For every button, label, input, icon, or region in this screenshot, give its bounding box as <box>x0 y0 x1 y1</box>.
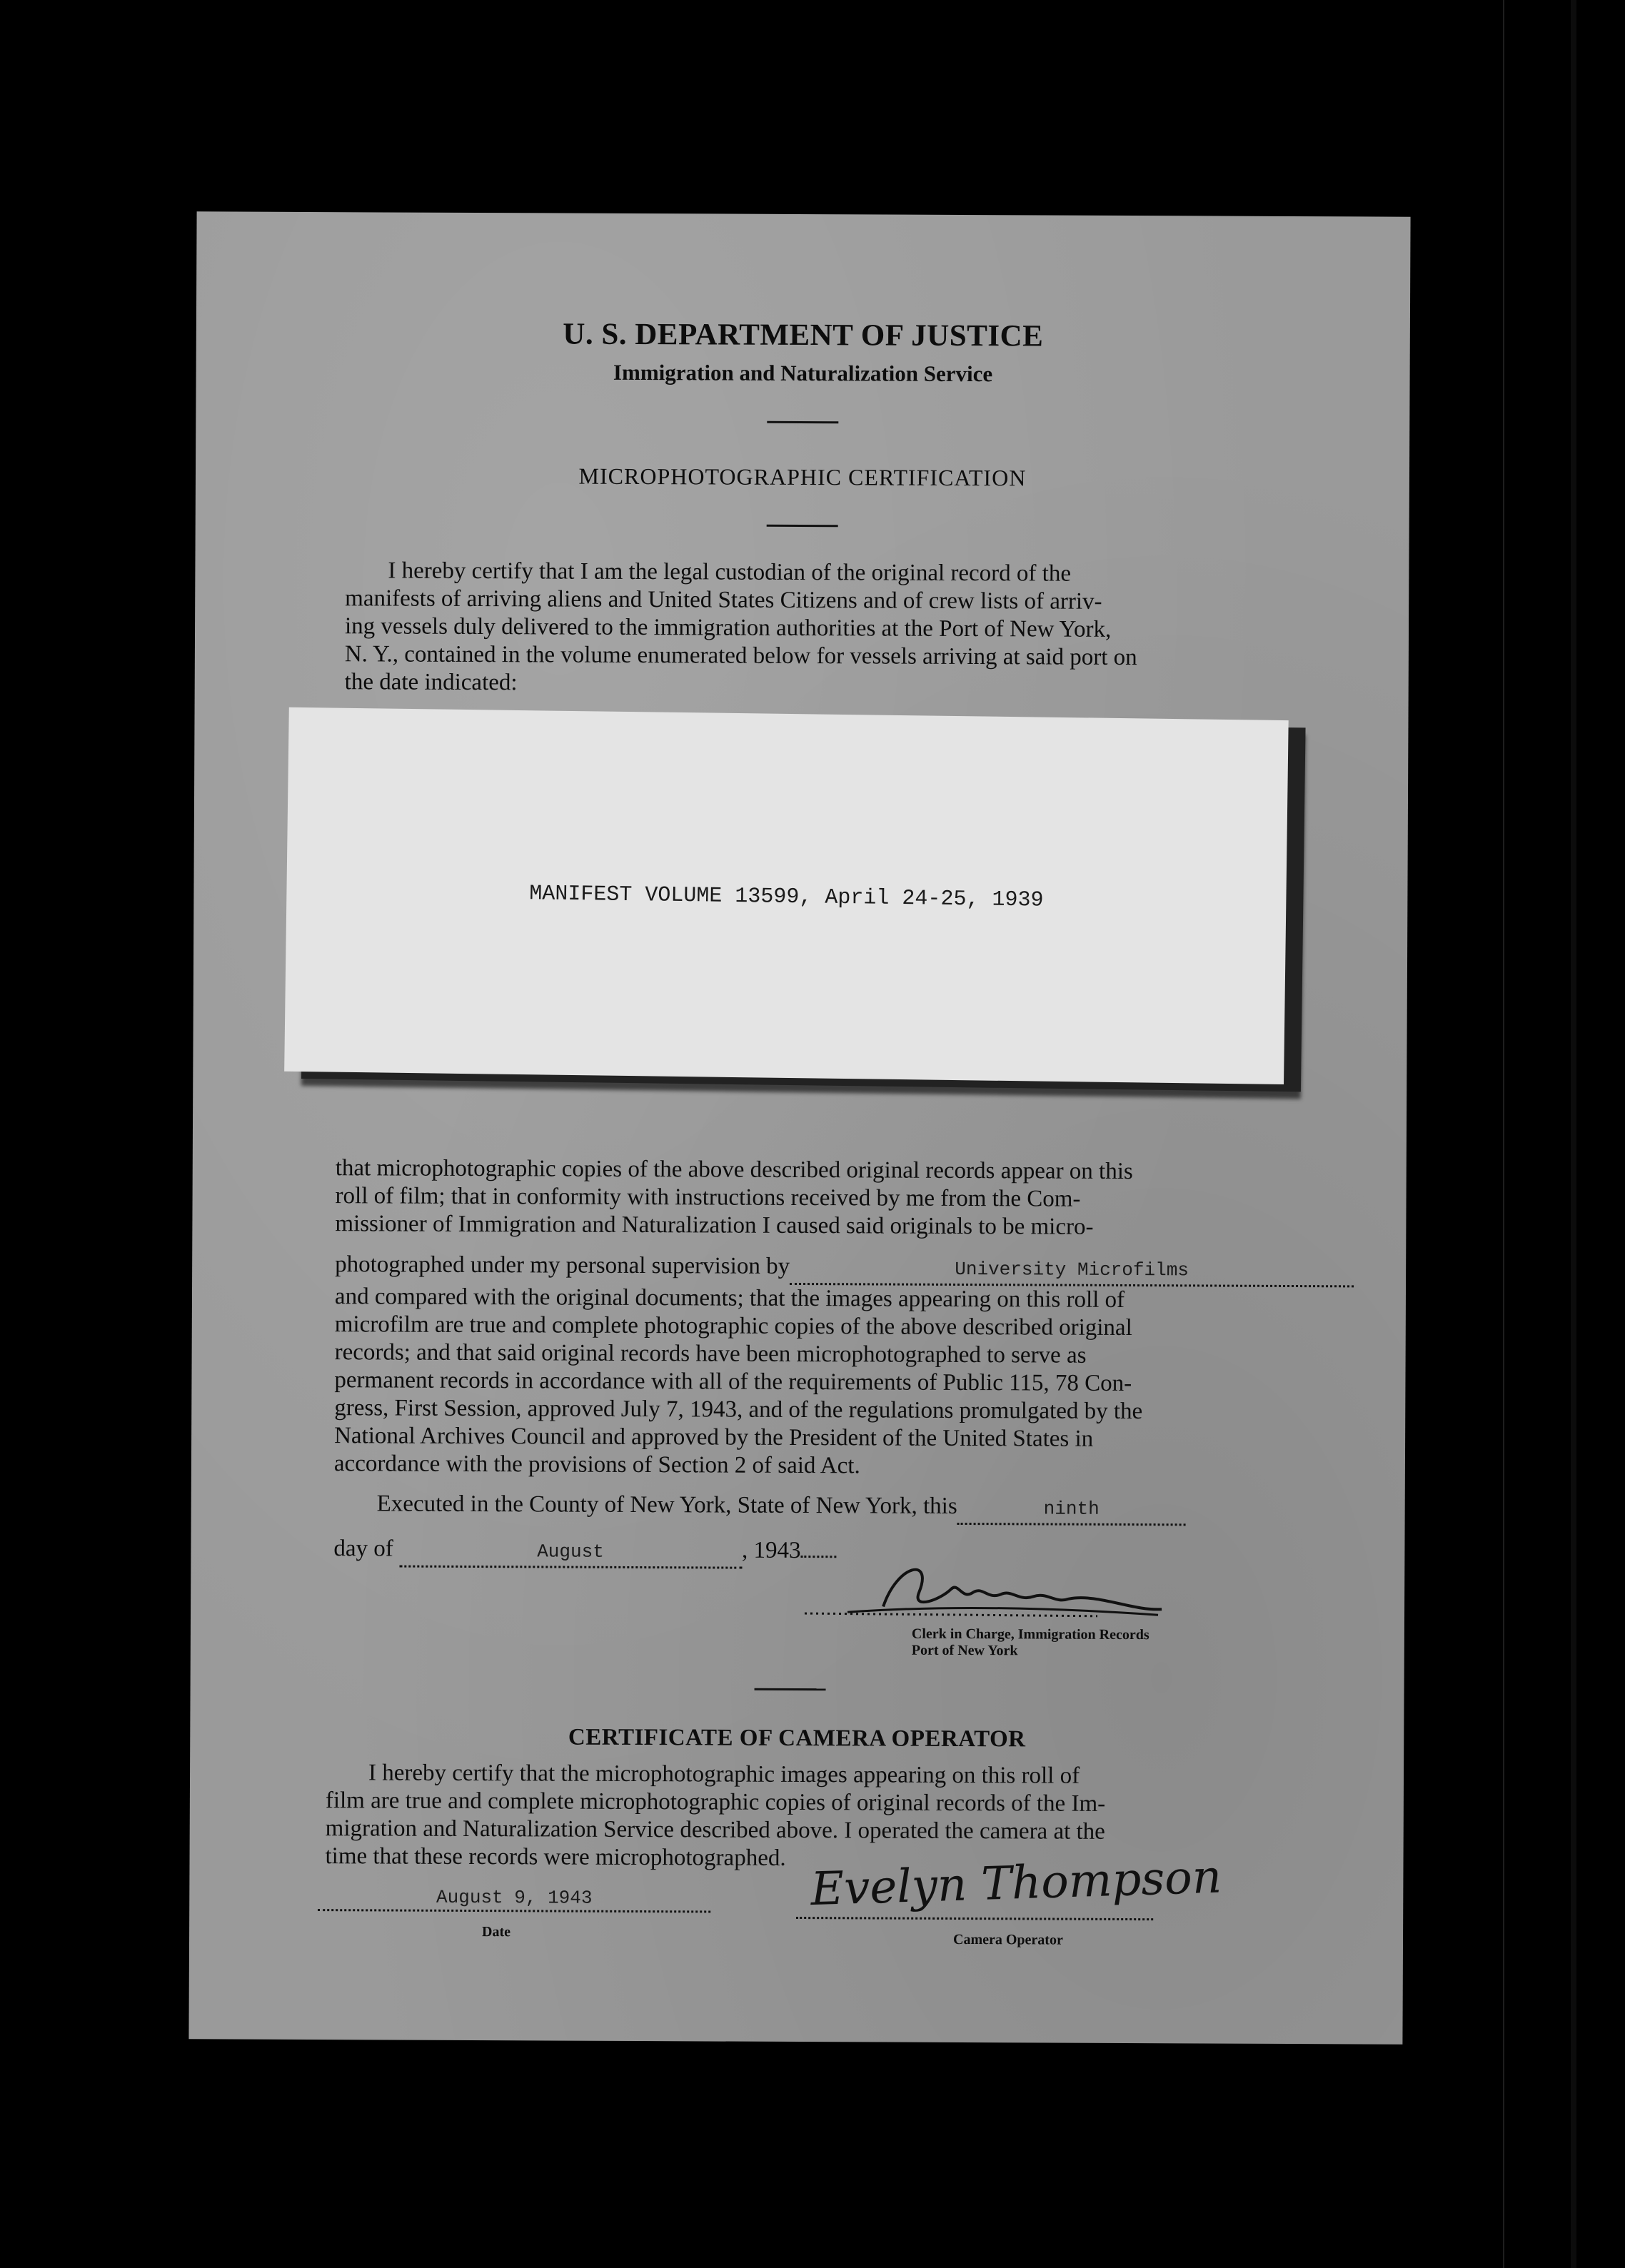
text-line: that microphotographic copies of the above described original records appear on this <box>335 1155 1133 1185</box>
certificate-page <box>188 211 1410 2044</box>
operator-line <box>796 1917 1153 1920</box>
text-line: I hereby certify that the microphotographic images appearing on this roll of <box>368 1760 1080 1789</box>
film-edge <box>1503 0 1504 2268</box>
service-heading: Immigration and Naturalization Service <box>613 359 993 387</box>
text-line: time that these records were microphotographed. <box>325 1843 786 1871</box>
execution-day: ninth <box>1043 1498 1100 1520</box>
text-line: the date indicated: <box>344 669 518 696</box>
supervision-line <box>335 1251 1263 1287</box>
text-line: migration and Naturalization Service described above. I operated the camera at the <box>325 1815 1105 1845</box>
manifest-slip <box>284 707 1289 1084</box>
divider <box>755 1688 826 1690</box>
text-line: film are true and complete microphotographic copies of original records of the Im- <box>325 1788 1106 1817</box>
text-line: manifests of arriving aliens and United States Citizens and of crew lists of arriv- <box>345 585 1102 615</box>
text-line: records; and that said original records have been microphotographed to serve as <box>334 1339 1087 1369</box>
clerk-title: Clerk in Charge, Immigration Records <box>911 1626 1149 1643</box>
execution-line <box>377 1490 1277 1526</box>
execution-year: , 1943 <box>741 1537 801 1564</box>
day-of-label: day of <box>333 1536 393 1562</box>
department-heading: U. S. DEPARTMENT OF JUSTICE <box>563 317 1044 353</box>
certification-title: MICROPHOTOGRAPHIC CERTIFICATION <box>578 463 1027 491</box>
date-field <box>318 1886 710 1912</box>
camera-certificate-title: CERTIFICATE OF CAMERA OPERATOR <box>568 1724 1026 1753</box>
text-line: and compared with the original documents; that the images appearing on this roll of <box>334 1284 1125 1313</box>
film-edge <box>1571 0 1576 2268</box>
execution-prefix: Executed in the County of New York, State of New York, this <box>376 1491 957 1519</box>
text-line: permanent records in accordance with all of the requirements of Public 115, 78 Con- <box>334 1367 1132 1397</box>
intro-paragraph <box>345 557 1274 700</box>
text-line: accordance with the provisions of Section 2 of said Act. <box>333 1451 860 1479</box>
manifest-volume-text: MANIFEST VOLUME 13599, April 24-25, 1939 <box>529 882 1044 913</box>
text-line: gress, First Session, approved July 7, 1943, and of the regulations promulgated by the <box>334 1395 1143 1425</box>
clerk-signature <box>798 1549 1169 1629</box>
text-line: ing vessels duly delivered to the immigration authorities at the Port of New York, <box>344 613 1112 642</box>
body-paragraph <box>334 1154 1264 1482</box>
text-line: National Archives Council and approved by the President of the United States in <box>334 1423 1094 1452</box>
execution-month: August <box>537 1541 604 1563</box>
text-line: roll of film; that in conformity with instructions received by me from the Com- <box>335 1183 1081 1212</box>
clerk-port: Port of New York <box>911 1642 1018 1659</box>
date-label: Date <box>482 1924 511 1940</box>
divider <box>767 525 838 527</box>
text-line: missioner of Immigration and Naturalization I caused said originals to be micro- <box>335 1211 1094 1240</box>
supervision-value: University Microfilms <box>955 1258 1189 1281</box>
operator-signature: Evelyn Thompson <box>810 1850 1223 1917</box>
supervision-prefix: photographed under my personal supervision by <box>335 1251 790 1279</box>
divider <box>767 421 838 423</box>
text-line: I hereby certify that I am the legal custodian of the original record of the <box>388 558 1072 587</box>
operator-label: Camera Operator <box>952 1931 1063 1948</box>
text-line: microfilm are true and complete photographic copies of the above described original <box>334 1311 1132 1341</box>
text-line: N. Y., contained in the volume enumerated below for vessels arriving at said port on <box>344 641 1137 671</box>
date-value: August 9, 1943 <box>436 1886 593 1909</box>
